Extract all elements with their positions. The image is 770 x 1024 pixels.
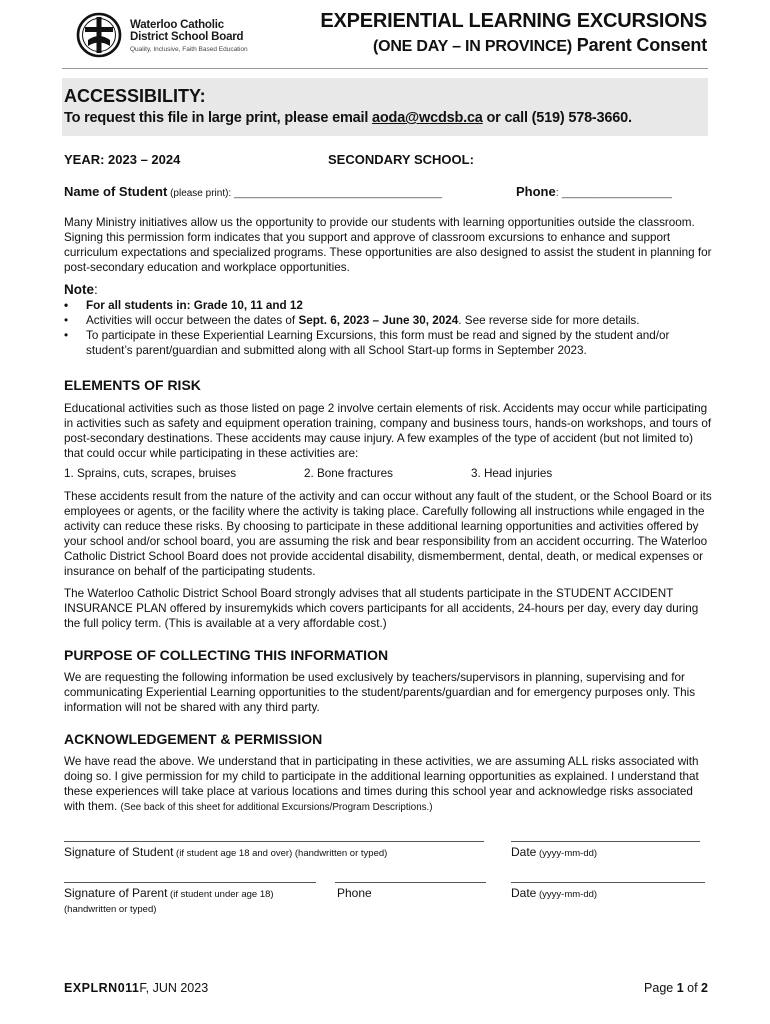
accessibility-text — [64, 110, 632, 126]
accessibility-email-link[interactable]: aoda@wcdsb.ca — [372, 110, 483, 126]
student-name-field[interactable] — [64, 184, 442, 199]
note-item-submission: • To participate in these Experiential Learning Excursions, this form must be read and signed by the student and/or student’s parent/guardian and submitted along with all School Start-up forms in September 2023. — [64, 328, 714, 358]
parent-date-format: (yyyy-mm-dd) — [536, 889, 598, 900]
parent-date-label — [511, 886, 597, 900]
board-name-line-2: District School Board — [130, 31, 244, 43]
student-name-hint: (please print): — [167, 188, 234, 199]
form-code-revision: F, JUN 2023 — [139, 981, 209, 995]
risk-paragraph-1: Educational activities such as those listed on page 2 involve certain elements of risk. Accidents may occur while participating in activities such as safety and equipment operation training, company and business tours, hands-on workshops, and tours of post-secondary destinations. These accidents may cause injury. A few examples of the type of accident (but not limited to) that could occur while participating in these activities are: — [64, 402, 712, 460]
student-date-line[interactable] — [511, 841, 700, 842]
page-number-current: 1 — [676, 981, 684, 995]
student-date-title: Date — [511, 845, 537, 859]
parent-signature-title: Signature of Parent — [64, 886, 168, 900]
intro-paragraph: Many Ministry initiatives allow us the opportunity to provide our students with learning opportunities outside the classroom. Signing this permission form indicates that you support and approve of classroom excursions to enhance and support curriculum expectations and specialized programs. These opportunities are also designed to assist the student in planning for post-secondary education and workplace opportunities. — [64, 216, 712, 274]
year-label: YEAR: 2023 – 2024 — [64, 152, 181, 167]
accessibility-text-start: To request this file in large print, please email — [64, 110, 373, 126]
parent-date-line[interactable] — [511, 882, 705, 883]
board-name-line-1: Waterloo Catholic — [130, 19, 224, 31]
risk-example-fractures: 2. Bone fractures — [304, 467, 394, 480]
board-tagline: Quality, Inclusive, Faith Based Education — [130, 46, 248, 53]
page-number-separator: of — [683, 981, 702, 995]
student-signature-line[interactable] — [64, 841, 484, 842]
header-divider — [62, 68, 708, 69]
phone-blank[interactable]: : __________________ — [555, 187, 672, 199]
parent-signature-label — [64, 886, 274, 900]
acknowledgement-paragraph — [64, 754, 714, 815]
accessibility-heading: ACCESSIBILITY: — [64, 86, 206, 106]
risk-example-sprains: 1. Sprains, cuts, scrapes, bruises — [64, 467, 237, 480]
student-signature-format-note: (handwritten or typed) — [294, 848, 388, 859]
note-item-dates — [64, 313, 714, 328]
risk-paragraph-2: These accidents result from the nature of the activity and can occur without any fault of the student, or the School Board or its employees or agents, or the facility where the activity is taking place. Carefully following all instructions while engaged in the activity can reduce these risks. By choosing to participate in these additional learning opportunities and activities offered by your school and/or school board, you are assuming the risk and bear responsibility from an accident occurring. The Waterloo Catholic District School Board does not provide accidental disability, dismemberment, dental, death, or medical expenses or insurance on behalf of the participating students. — [64, 490, 712, 578]
student-signature-title: Signature of Student — [64, 845, 174, 859]
accessibility-text-end: or call (519) 578-3660. — [482, 110, 632, 126]
board-logo — [76, 10, 246, 62]
parent-signature-age-note: (if student under age 18) — [167, 889, 274, 900]
board-name — [130, 19, 243, 43]
note-colon: : — [94, 282, 98, 297]
school-board-emblem-icon — [76, 10, 122, 60]
form-code — [64, 981, 208, 995]
form-subtitle-scope: (ONE DAY – IN PROVINCE) — [372, 38, 572, 55]
acknowledgement-text: We have read the above. We understand that in participating in these activities, we are assuming ALL risks associated with doing so. I give permission for my child to participate in the additional learning opportunities as explained. I understand that these experiences will take place at various locations and times during this school year and acknowledge risks associated with them. — [64, 755, 699, 813]
form-subtitle — [373, 35, 707, 56]
parent-date-title: Date — [511, 886, 537, 900]
acknowledgement-note: (See back of this sheet for additional Excursions/Program Descriptions.) — [120, 802, 433, 813]
form-subtitle-type: Parent Consent — [571, 35, 707, 55]
form-code-id: EXPLRN011 — [64, 981, 140, 995]
note-dates-range: Sept. 6, 2023 – June 30, 2024 — [298, 314, 459, 327]
note-dates-start: Activities will occur between the dates of — [86, 314, 299, 327]
note-list — [64, 298, 714, 358]
form-title: EXPERIENTIAL LEARNING EXCURSIONS — [320, 10, 707, 32]
risk-heading: ELEMENTS OF RISK — [64, 377, 201, 393]
student-name-label: Name of Student — [64, 184, 168, 199]
note-label: Note — [64, 282, 94, 297]
phone-label: Phone — [516, 184, 556, 199]
student-date-label — [511, 845, 597, 859]
student-date-format: (yyyy-mm-dd) — [536, 848, 598, 859]
page-number — [644, 981, 708, 995]
purpose-paragraph: We are requesting the following information be used exclusively by teachers/supervisors in planning, supervising and for communicating Experiential Learning opportunities to the student/parents/guardian and for emergency purposes only. This information will not be shared with any third party. — [64, 671, 696, 714]
accessibility-box — [62, 78, 708, 136]
purpose-heading: PURPOSE OF COLLECTING THIS INFORMATION — [64, 647, 389, 663]
risk-paragraph-3: The Waterloo Catholic District School Board strongly advises that all students participate in the STUDENT ACCIDENT INSURANCE PLAN offered by insuremykids which covers participants for all accidents, 24-hours per day, every day during the full policy term. (This is available at a very affordable cost.) — [64, 587, 699, 630]
acknowledgement-heading: ACKNOWLEDGEMENT & PERMISSION — [64, 731, 323, 747]
parent-signature-line[interactable] — [64, 882, 316, 883]
parent-phone-line[interactable] — [335, 882, 486, 883]
page-number-prefix: Page — [644, 981, 677, 995]
note-dates-end: . See reverse side for more details. — [458, 314, 640, 327]
secondary-school-label: SECONDARY SCHOOL: — [328, 152, 474, 167]
parent-phone-label: Phone — [337, 886, 372, 900]
student-signature-label — [64, 845, 387, 859]
risk-example-head-injuries: 3. Head injuries — [471, 467, 553, 480]
phone-field[interactable] — [516, 184, 672, 199]
page-number-total: 2 — [701, 981, 708, 995]
parent-signature-format-text: (handwritten or typed) — [64, 904, 157, 915]
note-heading — [64, 282, 98, 297]
student-name-blank[interactable]: __________________________________ — [234, 187, 443, 199]
parent-signature-format-note — [64, 901, 156, 915]
note-item-grades: • For all students in: Grade 10, 11 and 12 — [64, 298, 714, 313]
student-signature-age-note: (if student age 18 and over) — [173, 848, 295, 859]
